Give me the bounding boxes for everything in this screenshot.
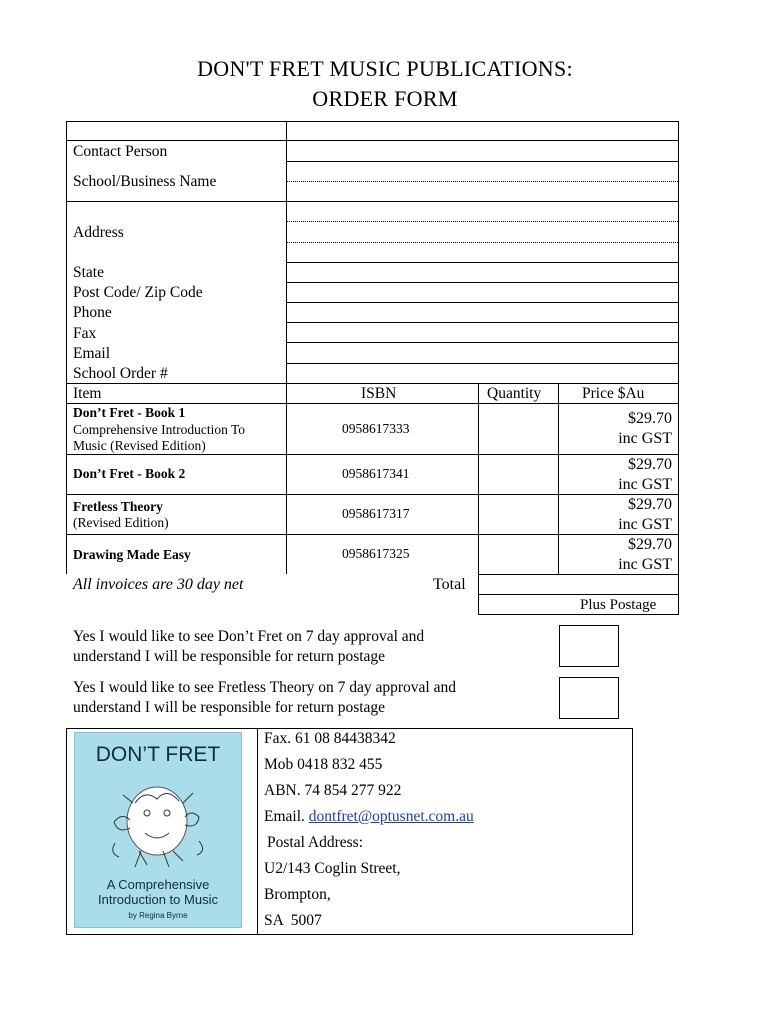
phone-label: Phone (73, 304, 112, 321)
address-label: Address (73, 224, 124, 241)
fax-input[interactable] (287, 323, 678, 341)
email-label: Email (73, 345, 111, 362)
school-order-label: School Order # (73, 365, 168, 382)
item-name: Drawing Made Easy (73, 547, 191, 562)
cover-author: by Regina Byrne (128, 911, 188, 920)
item-price: $29.70 (628, 536, 672, 553)
cover-title: DON’T FRET (95, 743, 221, 766)
fretless-approval-checkbox[interactable] (559, 677, 619, 719)
item-price: $29.70 (628, 410, 672, 427)
isbn-header: ISBN (361, 385, 397, 402)
postcode-label: Post Code/ Zip Code (73, 284, 203, 301)
school-business-label: School/Business Name (73, 173, 217, 190)
postcode-input[interactable] (287, 283, 678, 301)
item-description: Comprehensive Introduction To (73, 422, 246, 437)
item-isbn: 0958617317 (342, 506, 410, 521)
item-price-note: inc GST (618, 476, 672, 493)
dont-fret-approval-text: Yes I would like to see Don’t Fret on 7 day approval and (73, 628, 425, 645)
contact-person-label: Contact Person (73, 143, 168, 160)
email-line (264, 808, 474, 826)
postage-label: Plus Postage (580, 597, 657, 613)
item-name: Fretless Theory (73, 499, 163, 514)
item-isbn: 0958617333 (342, 421, 410, 436)
item-description: Music (Revised Edition) (73, 438, 206, 453)
invoice-note: All invoices are 30 day net (73, 576, 244, 593)
item-header: Item (73, 385, 102, 402)
book-cover-image (74, 732, 242, 928)
item-price: $29.70 (628, 496, 672, 513)
page-subtitle: ORDER FORM (312, 86, 458, 111)
mobile-number: Mob 0418 832 455 (264, 756, 383, 773)
quantity-header: Quantity (487, 385, 542, 402)
email-label: Email. (264, 808, 309, 825)
address-input[interactable] (287, 202, 678, 261)
quantity-input[interactable] (479, 404, 557, 453)
fretless-approval-text: Yes I would like to see Fretless Theory on 7 day approval and (73, 679, 456, 696)
dont-fret-approval-text: understand I will be responsible for return postage (73, 648, 386, 665)
fretless-approval-text: understand I will be responsible for return postage (73, 699, 386, 716)
item-isbn: 0958617325 (342, 546, 410, 561)
quantity-input[interactable] (479, 455, 557, 493)
address-suburb: Brompton, (264, 886, 331, 903)
phone-input[interactable] (287, 303, 678, 321)
item-description: (Revised Edition) (73, 515, 169, 530)
price-header: Price $Au (582, 385, 645, 402)
total-input[interactable] (479, 575, 677, 593)
fax-number: Fax. 61 08 84438342 (264, 730, 396, 747)
contact-person-input[interactable] (287, 141, 678, 160)
email-input[interactable] (287, 343, 678, 362)
item-price-note: inc GST (618, 556, 672, 573)
email-link[interactable]: dontfret@optusnet.com.au (308, 808, 474, 825)
postal-address-label: Postal Address: (267, 834, 364, 851)
address-state-postcode: SA 5007 (264, 912, 322, 929)
item-price: $29.70 (628, 456, 672, 473)
total-label: Total (433, 576, 466, 593)
fax-label: Fax (73, 325, 97, 342)
item-name: Don’t Fret - Book 1 (73, 405, 186, 420)
school-business-input[interactable] (287, 162, 678, 200)
cover-subtitle: A Comprehensive Introduction to Music (98, 877, 218, 907)
dont-fret-approval-checkbox[interactable] (559, 625, 619, 667)
quantity-input[interactable] (479, 535, 557, 573)
item-price-note: inc GST (618, 516, 672, 533)
item-isbn: 0958617341 (342, 466, 410, 481)
state-input[interactable] (287, 263, 678, 281)
page-title: DON'T FRET MUSIC PUBLICATIONS: (197, 56, 573, 81)
abn-number: ABN. 74 854 277 922 (264, 782, 402, 799)
item-name: Don’t Fret - Book 2 (73, 466, 186, 481)
quantity-input[interactable] (479, 495, 557, 533)
school-order-input[interactable] (287, 364, 678, 382)
address-street: U2/143 Coglin Street, (264, 860, 401, 877)
state-label: State (73, 264, 104, 281)
item-price-note: inc GST (618, 430, 672, 447)
